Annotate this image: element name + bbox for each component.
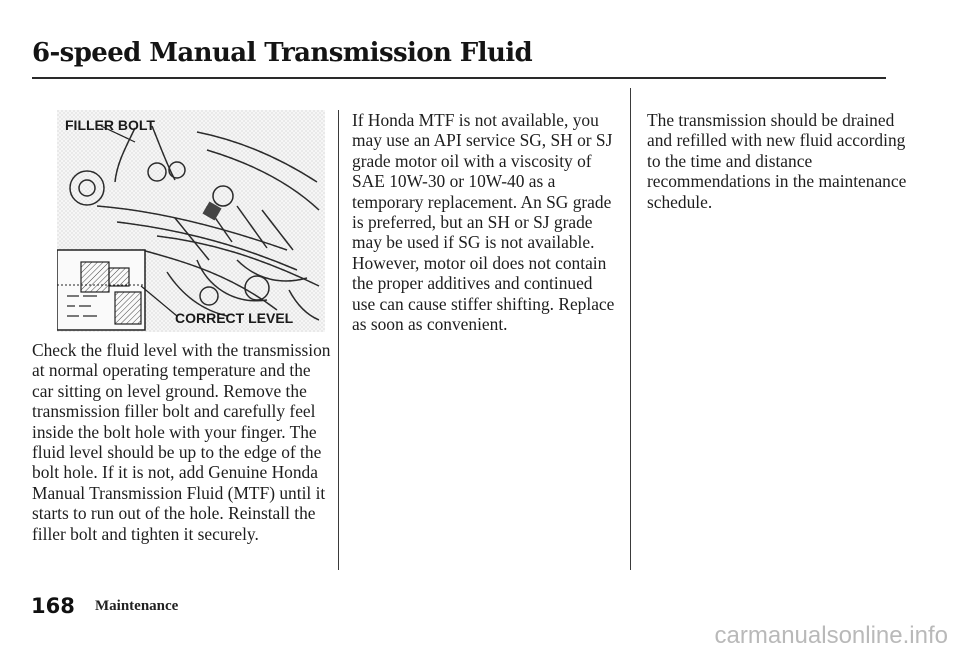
column-divider-2 (630, 88, 631, 570)
column-divider-1 (338, 110, 339, 570)
transmission-drawing (57, 110, 325, 332)
page-title: 6-speed Manual Transmission Fluid (32, 38, 533, 68)
column-3-text: The transmission should be drained and refilled with new fluid according to the time and distance recommendations in the maintenance schedule. (647, 110, 907, 212)
column-2-text: If Honda MTF is not available, you may use an API service SG, SH or SJ grade motor oil with a viscosity of SAE 10W-30 or 10W-40 as a temporary replacement. An SG grade is preferred, but an SH or SJ grade may be used if SG is not available. However, motor oil does not contain the proper additives and continued use can cause stiffer shifting. Replace as soon as convenient. (352, 110, 615, 335)
column-1-text: Check the fluid level with the transmission at normal operating temperature and the car sitting on level ground. Remove the transmission filler bolt and carefully feel inside the bolt hole with your finger. The fluid level should be up to the edge of the bolt hole. If it is not, add Genuine Honda Manual Transmission Fluid (MTF) until it starts to run out of the hole. Reinstall the filler bolt and tighten it securely. (32, 340, 331, 544)
page-number: 168 (31, 594, 75, 618)
watermark-text: carmanualsonline.info (714, 622, 948, 649)
transmission-illustration (57, 110, 325, 332)
correct-level-label: CORRECT LEVEL (175, 310, 294, 326)
title-rule (32, 77, 886, 79)
section-label: Maintenance (95, 598, 179, 614)
filler-bolt-label: FILLER BOLT (65, 117, 155, 133)
